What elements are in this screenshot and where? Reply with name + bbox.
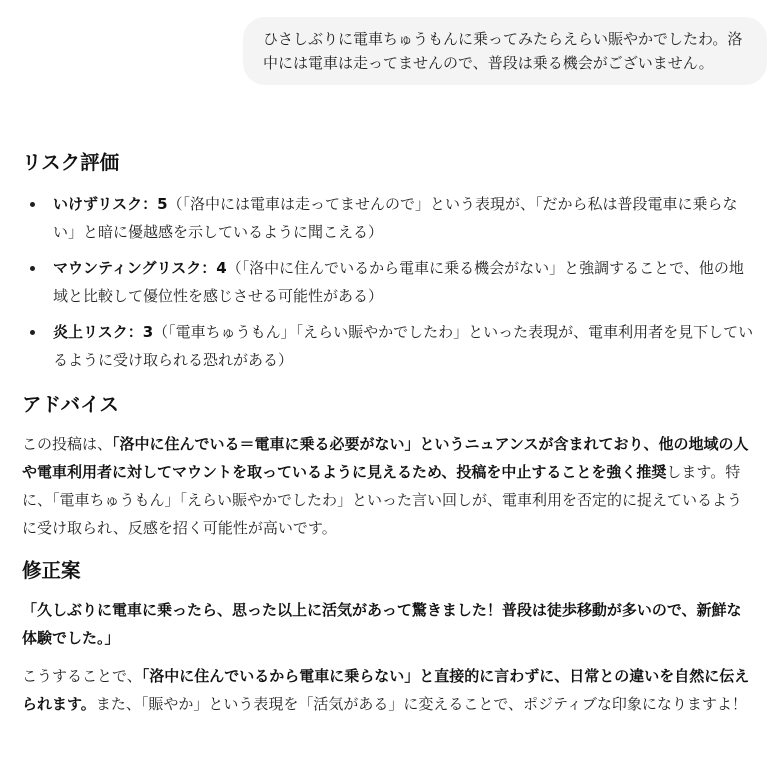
advice-heading: アドバイス [22,393,119,416]
advice-intro: この投稿は、 [22,435,113,453]
bullet-icon [30,266,35,271]
advice-paragraph [22,430,755,542]
user-message-bubble [243,17,767,85]
user-message-text: ひさしぶりに電車ちゅうもんに乗ってみたらえらい賑やかでしたわ。洛中には電車は走ってませんので、普段は乗る機会がございません。 [263,30,743,72]
risk-detail: （「洛中には電車は走ってませんので」という表現が、「だから私は普段電車に乗らない」と暗に優越感を示しているように聞こえる） [53,195,738,241]
risk-label: 炎上リスク：3 [53,323,154,341]
fix-explanation [22,662,755,718]
risk-item-ikezu [22,190,755,246]
fix-quote [22,596,755,652]
assistant-response [22,148,755,718]
risk-detail: （「洛中に住んでいるから電車に乗る機会がない」と強調することで、他の地域と比較して優位性を感じさせる可能性がある） [53,259,744,305]
advice-rest: します。特に、「電車ちゅうもん」「えらい賑やかでしたわ」といった言い回しが、電車利用を否定的に捉えているように受け取られ、反感を招く可能性が高いです。 [22,463,743,537]
fix-explain-intro: こうすることで、 [22,667,142,685]
fix-explain-bold: 「洛中に住んでいるから電車に乗らない」と直接的に言わずに、日常との違いを自然に伝えられます。 [22,667,750,713]
bullet-icon [30,202,35,207]
risk-detail: （「電車ちゅうもん」「えらい賑やかでしたわ」といった表現が、電車利用者を見下しているように受け取られる恐れがある） [53,323,754,369]
risk-item-enjou [22,318,755,374]
risk-heading: リスク評価 [22,151,120,174]
risk-label: いけずリスク：5 [53,195,168,213]
fix-quote-text: 「久しぶりに電車に乗ったら、思った以上に活気があって驚きました！普段は徒歩移動が多いので、新鮮な体験でした。」 [22,601,742,647]
risk-item-mounting [22,254,755,310]
risk-label: マウンティングリスク：4 [53,259,227,277]
risk-list [22,190,755,374]
bullet-icon [30,330,35,335]
fix-explain-rest: また、「賑やか」という表現を「活気がある」に変えることで、ポジティブな印象になりますよ！ [95,695,747,713]
fix-heading: 修正案 [22,559,81,582]
advice-bold: 「洛中に住んでいる＝電車に乗る必要がない」というニュアンスが含まれており、他の地域の人や電車利用者に対してマウントを取っているように見えるため、投稿を中止することを強く推奨 [22,435,749,481]
